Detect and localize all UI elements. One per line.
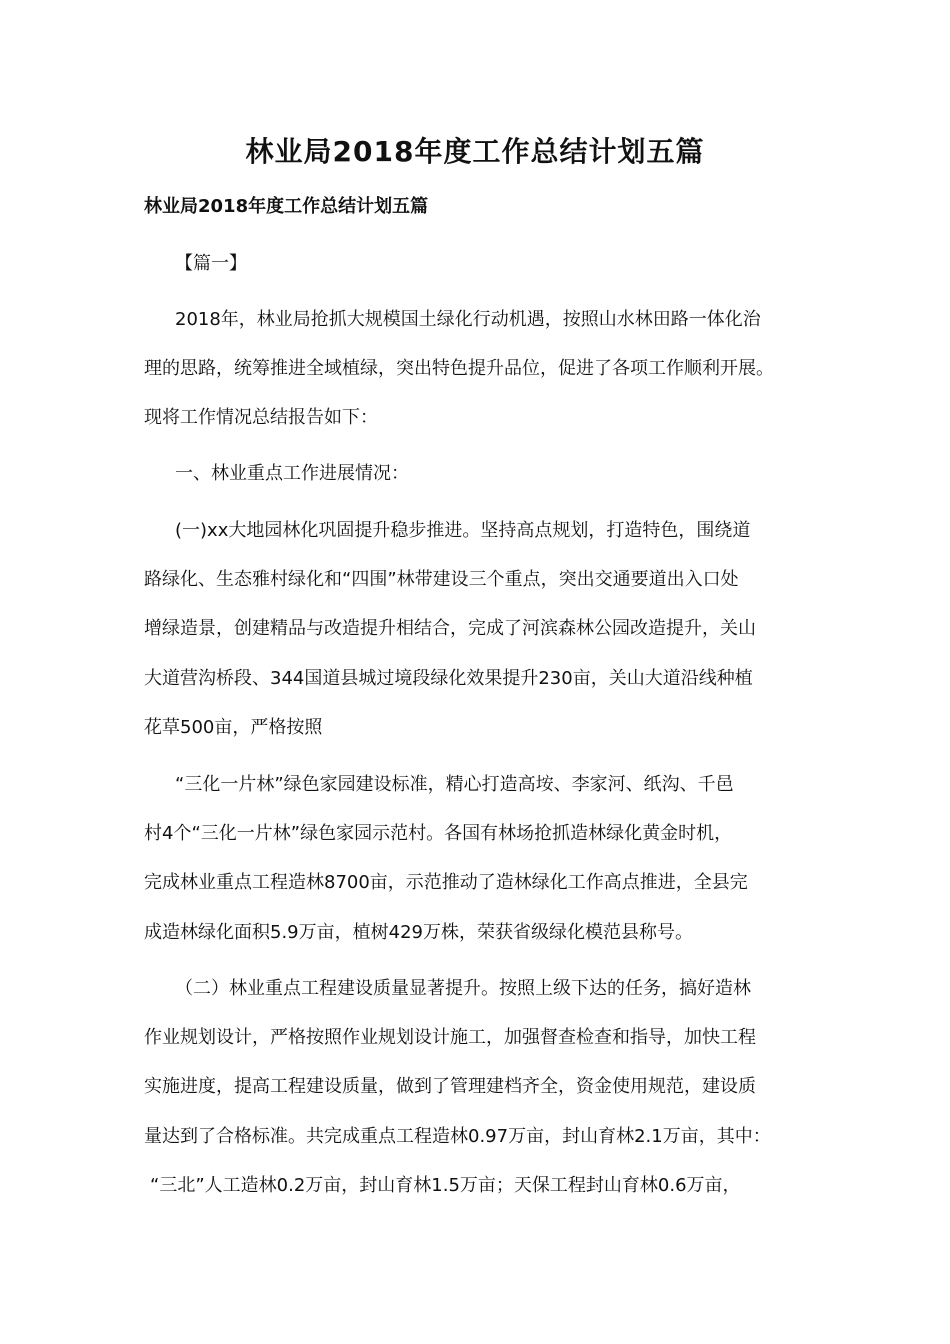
paragraph-line: 增绿造景，创建精品与改造提升相结合，完成了河滨森林公园改造提升，关山	[144, 618, 756, 639]
paragraph-line: 完成林业重点工程造林8700亩，示范推动了造林绿化工作高点推进，全县完	[144, 872, 748, 893]
paragraph-line: “三化一片林”绿色家园建设标准，精心打造高垵、李家河、纸沟、千邑	[175, 774, 734, 795]
paragraph-line: 现将工作情况总结报告如下：	[144, 407, 378, 428]
paragraph-line: 实施进度，提高工程建设质量，做到了管理建档齐全，资金使用规范，建设质	[144, 1076, 756, 1097]
paragraph-line: 花草500亩，严格按照	[144, 717, 323, 738]
paragraph-line: 理的思路，统筹推进全域植绿，突出特色提升品位，促进了各项工作顺利开展。	[144, 358, 774, 379]
paragraph-line: 2018年，林业局抢抓大规模国土绿化行动机遇，按照山水林田路一体化治	[175, 309, 761, 330]
paragraph-line: “三北”人工造林0.2万亩，封山育林1.5万亩；天保工程封山育林0.6万亩，	[150, 1175, 741, 1196]
paragraph-line: 大道营沟桥段、344国道县城过境段绿化效果提升230亩，关山大道沿线种植	[144, 668, 753, 689]
paragraph-line: （二）林业重点工程建设质量显著提升。按照上级下达的任务，搞好造林	[175, 978, 751, 999]
paragraph-line: 量达到了合格标准。共完成重点工程造林0.97万亩，封山育林2.1万亩，其中：	[144, 1126, 771, 1147]
paragraph-line: (一)xx大地园林化巩固提升稳步推进。坚持高点规划，打造特色，围绕道	[175, 520, 751, 541]
document-title: 林业局2018年度工作总结计划五篇	[245, 135, 705, 168]
section-label: 【篇一】	[175, 253, 247, 274]
paragraph-line: 成造林绿化面积5.9万亩，植树429万株，荣获省级绿化模范县称号。	[144, 922, 693, 943]
paragraph-line: 村4个“三化一片林”绿色家园示范村。各国有林场抢抓造林绿化黄金时机，	[144, 823, 733, 844]
paragraph-line: 作业规划设计，严格按照作业规划设计施工，加强督查检查和指导，加快工程	[144, 1027, 756, 1048]
document-subtitle: 林业局2018年度工作总结计划五篇	[144, 196, 429, 217]
section-heading: 一、林业重点工作进展情况：	[175, 463, 409, 484]
paragraph-line: 路绿化、生态雅村绿化和“四围”林带建设三个重点，突出交通要道出入口处	[144, 569, 739, 590]
